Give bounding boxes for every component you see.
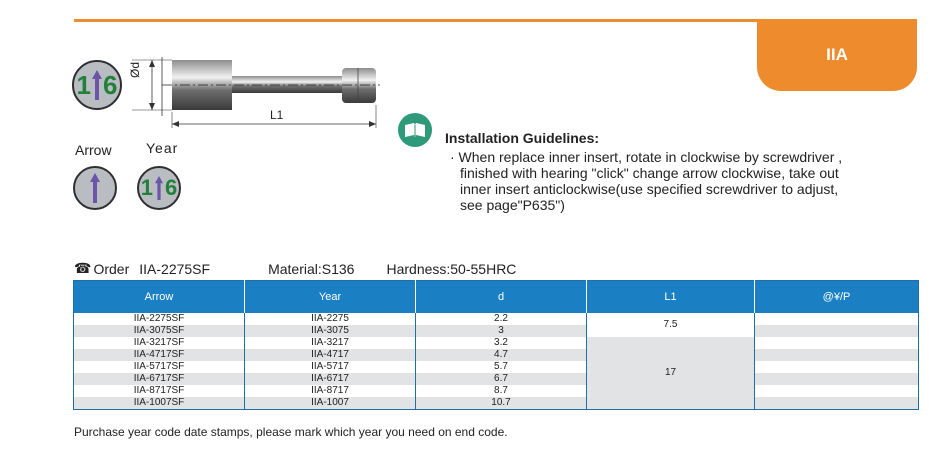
cell-d: 3	[416, 325, 587, 337]
cell-d: 5.7	[416, 361, 587, 373]
cell-price	[755, 361, 919, 373]
guidelines-line: see page"P635")	[460, 197, 565, 213]
combined-stamp-icon	[72, 60, 122, 110]
cell-year: IIA-2275	[245, 313, 416, 325]
cell-price	[755, 337, 919, 349]
cell-arrow: IIA-4717SF	[74, 349, 245, 361]
table-row	[74, 361, 919, 373]
cell-arrow: IIA-5717SF	[74, 361, 245, 373]
cell-year: IIA-4717	[245, 349, 416, 361]
table-row	[74, 349, 919, 361]
cell-d: 6.7	[416, 373, 587, 385]
category-tab-label: IIA	[826, 45, 848, 64]
cell-arrow: IIA-1007SF	[74, 397, 245, 410]
guidelines-title: Installation Guidelines:	[445, 130, 600, 146]
stamp-digit-6: 6	[103, 70, 118, 100]
arrow-up-icon	[155, 176, 163, 200]
arrow-up-icon	[90, 173, 100, 203]
col-header-year: Year	[245, 281, 416, 314]
cell-year: IIA-3217	[245, 337, 416, 349]
cell-year: IIA-8717	[245, 385, 416, 397]
table-row	[74, 385, 919, 397]
table-row	[74, 313, 919, 325]
order-line	[74, 260, 516, 277]
dim-l1-label: L1	[270, 108, 284, 122]
stamp-digit-6: 6	[165, 175, 178, 200]
table-header-row	[74, 281, 919, 314]
cell-price	[755, 325, 919, 337]
col-header-price: @¥/P	[755, 281, 919, 314]
order-hardness: Hardness:50-55HRC	[386, 260, 517, 277]
cell-d: 8.7	[416, 385, 587, 397]
footnote: Purchase year code date stamps, please mark which year you need on end code.	[74, 425, 508, 439]
col-header-d: d	[416, 281, 587, 314]
table-row	[74, 337, 919, 349]
arrow-stamp-icon	[73, 166, 117, 210]
arrow-up-icon	[92, 70, 102, 100]
cell-arrow: IIA-2275SF	[74, 313, 245, 325]
cell-arrow: IIA-3075SF	[74, 325, 245, 337]
cell-d: 2.2	[416, 313, 587, 325]
col-header-l1: L1	[587, 281, 755, 314]
cell-price	[755, 373, 919, 385]
cell-price	[755, 397, 919, 410]
book-icon	[398, 113, 432, 147]
stamp-digit-1: 1	[76, 70, 91, 100]
cell-arrow: IIA-3217SF	[74, 337, 245, 349]
year-stamp-icon	[137, 166, 181, 210]
cell-price	[755, 349, 919, 361]
col-header-arrow: Arrow	[74, 281, 245, 314]
category-tab	[757, 19, 917, 91]
cell-l1: 7.5	[587, 313, 755, 337]
cell-year: IIA-3075	[245, 325, 416, 337]
year-label: Year	[146, 140, 179, 156]
arrow-label: Arrow	[75, 142, 112, 158]
cell-d: 4.7	[416, 349, 587, 361]
cell-l1: 17	[587, 337, 755, 410]
table-row	[74, 397, 919, 410]
cell-arrow: IIA-6717SF	[74, 373, 245, 385]
cell-arrow: IIA-8717SF	[74, 385, 245, 397]
cell-year: IIA-5717	[245, 361, 416, 373]
cell-year: IIA-1007	[245, 397, 416, 410]
order-prefix: Order	[93, 260, 130, 277]
table-row	[74, 325, 919, 337]
cell-d: 10.7	[416, 397, 587, 410]
spec-table	[73, 280, 919, 410]
cell-price	[755, 313, 919, 325]
guidelines-line: finished with hearing "click" change arrow clockwise, take out	[460, 165, 839, 181]
stamp-digit-1: 1	[140, 175, 153, 200]
cell-d: 3.2	[416, 337, 587, 349]
pin-drawing	[132, 52, 382, 132]
dim-d-label: Ød	[128, 61, 142, 78]
order-material: Material:S136	[268, 260, 355, 277]
guidelines-text	[450, 149, 920, 213]
order-code: IIA-2275SF	[139, 260, 211, 277]
cell-year: IIA-6717	[245, 373, 416, 385]
guidelines-line: · When replace inner insert, rotate in clockwise by screwdriver ,	[450, 149, 843, 165]
guidelines-line: inner insert anticlockwise(use specified screwdriver to adjust,	[460, 181, 839, 197]
phone-icon: ☎	[74, 260, 92, 276]
cell-price	[755, 385, 919, 397]
table-row	[74, 373, 919, 385]
